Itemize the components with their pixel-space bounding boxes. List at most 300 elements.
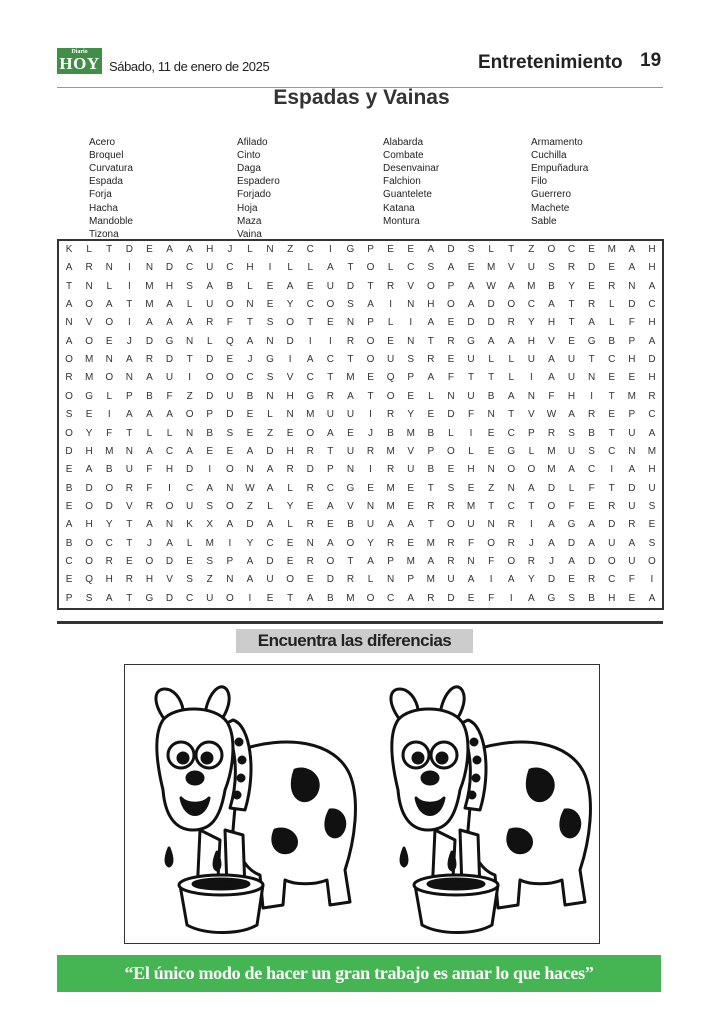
grid-letter: B xyxy=(387,427,394,439)
grid-letter: E xyxy=(246,409,254,421)
grid-letter: J xyxy=(528,537,534,549)
grid-letter: D xyxy=(165,555,174,567)
grid-letter: A xyxy=(407,519,415,531)
grid-letter: T xyxy=(588,354,595,366)
wordsearch-grid xyxy=(57,239,664,610)
grid-letter: A xyxy=(548,299,555,311)
grid-letter: M xyxy=(386,445,395,457)
grid-letter: R xyxy=(326,390,334,402)
grid-letter: A xyxy=(65,299,73,311)
grid-letter: I xyxy=(650,574,654,586)
grid-letter: E xyxy=(85,409,93,421)
grid-letter: D xyxy=(165,262,174,274)
grid-letter: M xyxy=(607,244,616,255)
grid-letter: E xyxy=(65,464,73,476)
grid-letter: D xyxy=(145,335,154,347)
grid-letter: Y xyxy=(568,280,575,292)
grid-letter: E xyxy=(447,464,455,476)
grid-letter: L xyxy=(448,427,454,439)
grid-letter: C xyxy=(226,262,234,274)
grid-letter: I xyxy=(127,317,131,329)
grid-letter: A xyxy=(507,335,515,347)
grid-letter: B xyxy=(347,519,354,531)
grid-letter: D xyxy=(608,519,616,531)
grid-letter: N xyxy=(588,372,596,384)
grid-letter: R xyxy=(507,537,515,549)
grid-letter: O xyxy=(85,299,94,311)
grid-letter: E xyxy=(266,592,274,604)
grid-letter: I xyxy=(248,592,252,604)
grid-letter: U xyxy=(407,464,415,476)
grid-letter: E xyxy=(65,500,73,512)
grid-letter: Z xyxy=(528,244,535,255)
grid-letter: B xyxy=(548,280,555,292)
grid-letter: E xyxy=(467,482,475,494)
word-list-item: Filo xyxy=(531,176,548,188)
grid-letter: T xyxy=(528,500,535,512)
grid-letter: Y xyxy=(528,574,535,586)
grid-letter: T xyxy=(488,372,495,384)
grid-letter: T xyxy=(568,299,575,311)
grid-letter: C xyxy=(105,537,113,549)
grid-letter: T xyxy=(126,299,133,311)
grid-letter: O xyxy=(527,464,536,476)
grid-letter: M xyxy=(386,500,395,512)
grid-letter: E xyxy=(387,244,394,255)
grid-letter: L xyxy=(488,244,494,255)
grid-letter: I xyxy=(308,335,312,347)
grid-letter: C xyxy=(306,244,314,255)
grid-letter: I xyxy=(228,537,232,549)
grid-letter: E xyxy=(186,555,193,567)
grid-letter: N xyxy=(246,299,254,311)
grid-letter: I xyxy=(529,372,533,384)
grid-letter: G xyxy=(346,244,355,255)
grid-letter: R xyxy=(588,409,596,421)
grid-letter: A xyxy=(507,390,515,402)
grid-letter: T xyxy=(246,317,253,329)
grid-letter: V xyxy=(407,280,415,292)
grid-letter: I xyxy=(509,592,513,604)
grid-letter: D xyxy=(346,280,355,292)
grid-letter: G xyxy=(567,519,576,531)
word-list-item: Broquel xyxy=(89,150,124,162)
grid-letter: F xyxy=(568,500,575,512)
grid-letter: Z xyxy=(186,390,193,402)
grid-letter: H xyxy=(648,317,656,329)
grid-letter: O xyxy=(85,555,94,567)
grid-letter: N xyxy=(105,354,113,366)
grid-letter: T xyxy=(427,519,434,531)
grid-letter: D xyxy=(487,299,495,311)
grid-letter: E xyxy=(367,482,374,494)
grid-letter: U xyxy=(628,555,636,567)
grid-letter: R xyxy=(447,335,455,347)
grid-letter: L xyxy=(568,482,575,494)
grid-letter: T xyxy=(327,445,334,457)
grid-letter: Z xyxy=(287,244,294,255)
grid-letter: E xyxy=(65,574,73,586)
grid-letter: O xyxy=(607,555,616,567)
grid-letter: Z xyxy=(266,427,274,439)
grid-letter: B xyxy=(226,280,234,292)
grid-letter: R xyxy=(387,464,395,476)
grid-letter: P xyxy=(387,555,394,567)
grid-letter: S xyxy=(186,574,193,586)
grid-letter: N xyxy=(266,244,274,255)
grid-letter: R xyxy=(306,555,314,567)
grid-letter: I xyxy=(208,464,212,476)
logo-big-text: HOY xyxy=(59,54,100,73)
grid-letter: E xyxy=(367,372,374,384)
grid-letter: U xyxy=(567,354,576,366)
grid-letter: A xyxy=(588,519,595,531)
grid-letter: E xyxy=(608,372,616,384)
grid-letter: U xyxy=(608,537,616,549)
grid-letter: A xyxy=(166,317,173,329)
grid-letter: T xyxy=(307,317,314,329)
grid-letter: A xyxy=(286,280,294,292)
grid-letter: M xyxy=(527,280,536,292)
grid-letter: Z xyxy=(206,574,213,586)
grid-letter: E xyxy=(286,427,294,439)
grid-letter: F xyxy=(146,482,153,494)
grid-letter: C xyxy=(507,500,515,512)
grid-letter: F xyxy=(488,555,495,567)
grid-letter: V xyxy=(126,500,133,512)
grid-letter: D xyxy=(125,244,133,255)
grid-letter: D xyxy=(286,335,294,347)
grid-letter: O xyxy=(346,537,355,549)
grid-letter: T xyxy=(608,390,615,402)
grid-letter: O xyxy=(225,464,234,476)
grid-letter: J xyxy=(126,335,132,347)
grid-letter: O xyxy=(648,555,656,567)
grid-letter: N xyxy=(487,464,495,476)
word-list-item: Machete xyxy=(531,202,570,214)
grid-letter: A xyxy=(528,482,535,494)
grid-letter: V xyxy=(507,262,515,274)
grid-letter: I xyxy=(529,519,533,531)
grid-letter: O xyxy=(366,354,375,366)
grid-letter: U xyxy=(648,482,656,494)
grid-letter: H xyxy=(286,390,294,402)
grid-letter: J xyxy=(146,537,152,549)
grid-letter: C xyxy=(648,409,656,421)
grid-letter: Z xyxy=(488,482,495,494)
grid-letter: O xyxy=(447,445,455,457)
grid-letter: H xyxy=(628,354,636,366)
grid-letter: N xyxy=(85,280,93,292)
grid-letter: C xyxy=(608,574,616,586)
grid-letter: E xyxy=(487,427,495,439)
grid-letter: A xyxy=(126,354,133,366)
grid-letter: I xyxy=(268,262,272,274)
grid-letter: O xyxy=(547,244,556,255)
grid-letter: D xyxy=(628,299,636,311)
grid-letter: R xyxy=(286,464,294,476)
grid-letter: T xyxy=(508,244,515,255)
grid-letter: E xyxy=(628,372,636,384)
grid-letter: B xyxy=(588,427,595,439)
grid-letter: S xyxy=(347,299,354,311)
grid-letter: H xyxy=(85,445,93,457)
grid-letter: D xyxy=(266,555,274,567)
grid-letter: E xyxy=(246,427,254,439)
grid-letter: D xyxy=(65,445,73,457)
grid-letter: M xyxy=(647,445,657,457)
grid-letter: E xyxy=(608,262,616,274)
grid-letter: I xyxy=(328,335,332,347)
grid-letter: B xyxy=(146,390,153,402)
grid-letter: L xyxy=(206,335,213,347)
grid-letter: A xyxy=(146,409,153,421)
word-list-item: Vaina xyxy=(237,228,262,240)
grid-letter: L xyxy=(106,390,113,402)
grid-letter: Z xyxy=(246,500,253,512)
grid-letter: R xyxy=(306,519,314,531)
grid-letter: M xyxy=(145,280,154,292)
grid-letter: N xyxy=(407,335,415,347)
grid-letter: O xyxy=(286,574,295,586)
word-list-item: Guerrero xyxy=(531,189,572,201)
grid-letter: L xyxy=(307,262,314,274)
grid-letter: L xyxy=(387,262,394,274)
grid-letter: E xyxy=(327,317,334,329)
grid-letter: E xyxy=(568,574,575,586)
word-list-item: Espada xyxy=(89,176,123,188)
grid-letter: I xyxy=(288,354,292,366)
grid-letter: M xyxy=(426,537,436,549)
grid-letter: A xyxy=(528,592,535,604)
grid-letter: H xyxy=(206,244,214,255)
grid-letter: R xyxy=(65,372,73,384)
word-list-item: Guantelete xyxy=(383,189,432,201)
grid-letter: R xyxy=(608,280,616,292)
grid-letter: H xyxy=(286,445,294,457)
grid-letter: B xyxy=(427,427,435,439)
grid-letter: B xyxy=(608,335,616,347)
grid-letter: M xyxy=(406,427,415,439)
word-list-item: Falchion xyxy=(383,176,421,188)
grid-letter: D xyxy=(105,500,113,512)
grid-letter: A xyxy=(467,280,475,292)
grid-letter: U xyxy=(186,500,194,512)
grid-letter: S xyxy=(206,555,214,567)
grid-letter: O xyxy=(65,390,73,402)
grid-letter: R xyxy=(447,555,455,567)
grid-letter: T xyxy=(427,482,434,494)
grid-letter: A xyxy=(648,427,656,439)
grid-letter: U xyxy=(326,280,334,292)
grid-letter: N xyxy=(186,427,194,439)
grid-letter: F xyxy=(628,317,635,329)
grid-letter: C xyxy=(648,299,656,311)
grid-letter: E xyxy=(588,500,595,512)
grid-letter: N xyxy=(447,390,455,402)
grid-letter: Y xyxy=(367,537,374,549)
grid-letter: H xyxy=(648,262,656,274)
grid-letter: A xyxy=(568,555,575,567)
grid-letter: U xyxy=(206,299,214,311)
grid-letter: E xyxy=(447,317,455,329)
grid-letter: V xyxy=(286,372,294,384)
grid-letter: B xyxy=(487,390,495,402)
grid-letter: X xyxy=(206,519,214,531)
grid-letter: O xyxy=(507,299,516,311)
grid-letter: G xyxy=(85,390,94,402)
grid-letter: Y xyxy=(407,409,415,421)
grid-letter: O xyxy=(85,500,94,512)
grid-letter: L xyxy=(186,299,193,311)
grid-letter: P xyxy=(628,409,636,421)
grid-letter: D xyxy=(85,482,93,494)
word-list-item: Hacha xyxy=(89,202,118,214)
grid-letter: L xyxy=(106,280,113,292)
grid-letter: W xyxy=(546,409,557,421)
grid-letter: P xyxy=(226,555,234,567)
grid-letter: P xyxy=(447,280,455,292)
grid-letter: N xyxy=(628,280,636,292)
grid-letter: B xyxy=(246,390,254,402)
grid-letter: A xyxy=(266,464,274,476)
grid-letter: L xyxy=(146,427,153,439)
grid-letter: N xyxy=(226,482,234,494)
grid-letter: H xyxy=(165,464,174,476)
grid-letter: R xyxy=(306,482,314,494)
grid-letter: I xyxy=(127,262,131,274)
grid-letter: H xyxy=(427,299,435,311)
grid-letter: O xyxy=(426,280,435,292)
grid-letter: I xyxy=(409,317,413,329)
grid-letter: O xyxy=(185,409,194,421)
grid-letter: F xyxy=(628,574,635,586)
grid-letter: L xyxy=(508,372,515,384)
section-divider xyxy=(57,621,663,624)
grid-letter: R xyxy=(427,354,435,366)
grid-letter: C xyxy=(186,482,194,494)
grid-letter: O xyxy=(105,372,114,384)
grid-letter: U xyxy=(567,445,576,457)
grid-letter: A xyxy=(186,244,193,255)
grid-letter: A xyxy=(507,574,515,586)
grid-letter: O xyxy=(85,537,94,549)
grid-letter: A xyxy=(588,537,595,549)
grid-letter: R xyxy=(145,354,154,366)
grid-letter: O xyxy=(205,372,214,384)
grid-letter: C xyxy=(326,354,334,366)
grid-letter: E xyxy=(266,280,274,292)
grid-letter: A xyxy=(146,317,153,329)
grid-letter: T xyxy=(367,390,374,402)
grid-letter: B xyxy=(427,464,435,476)
grid-letter: A xyxy=(507,280,515,292)
grid-letter: C xyxy=(246,372,254,384)
grid-letter: G xyxy=(507,445,516,457)
grid-letter: G xyxy=(587,335,596,347)
grid-letter: M xyxy=(105,445,114,457)
grid-letter: A xyxy=(146,519,153,531)
differences-title: Encuentra las diferencias xyxy=(236,629,473,653)
word-list-item: Montura xyxy=(383,215,420,227)
grid-letter: T xyxy=(508,409,515,421)
grid-letter: R xyxy=(547,427,556,439)
grid-letter: A xyxy=(628,262,636,274)
grid-letter: R xyxy=(427,592,435,604)
grid-letter: E xyxy=(387,335,394,347)
grid-letter: A xyxy=(568,409,575,421)
grid-letter: J xyxy=(548,555,554,567)
grid-letter: E xyxy=(306,280,314,292)
grid-letter: C xyxy=(326,482,334,494)
grid-letter: S xyxy=(407,354,415,366)
grid-letter: A xyxy=(206,482,214,494)
grid-letter: O xyxy=(65,354,73,366)
grid-letter: C xyxy=(186,262,194,274)
word-list-item: Forja xyxy=(89,189,112,201)
grid-letter: S xyxy=(266,317,274,329)
grid-letter: N xyxy=(487,409,495,421)
grid-letter: A xyxy=(105,592,113,604)
grid-letter: H xyxy=(145,574,154,586)
grid-letter: C xyxy=(527,299,535,311)
grid-letter: S xyxy=(206,500,214,512)
grid-letter: T xyxy=(65,280,73,292)
grid-letter: L xyxy=(247,280,253,292)
grid-letter: D xyxy=(266,445,274,457)
grid-letter: F xyxy=(447,372,454,384)
grid-letter: O xyxy=(165,500,174,512)
grid-letter: T xyxy=(568,317,575,329)
grid-letter: E xyxy=(648,519,656,531)
grid-letter: C xyxy=(165,445,174,457)
grid-letter: A xyxy=(427,372,435,384)
word-list-item: Daga xyxy=(237,163,261,175)
grid-letter: U xyxy=(447,574,455,586)
grid-letter: E xyxy=(467,262,475,274)
grid-letter: O xyxy=(145,555,154,567)
grid-letter: U xyxy=(226,390,234,402)
grid-letter: S xyxy=(85,592,93,604)
grid-letter: M xyxy=(547,464,556,476)
grid-letter: H xyxy=(246,262,254,274)
grid-letter: C xyxy=(266,537,274,549)
grid-letter: T xyxy=(608,427,615,439)
grid-letter: C xyxy=(608,354,616,366)
grid-letter: R xyxy=(427,500,435,512)
grid-letter: F xyxy=(488,592,495,604)
grid-letter: D xyxy=(487,317,495,329)
grid-letter: V xyxy=(528,409,535,421)
grid-letter: B xyxy=(588,592,595,604)
grid-letter: W xyxy=(486,280,496,292)
grid-letter: I xyxy=(469,427,473,439)
grid-letter: G xyxy=(346,482,355,494)
grid-letter: A xyxy=(166,244,173,255)
grid-letter: F xyxy=(467,409,475,421)
grid-letter: R xyxy=(105,555,113,567)
grid-letter: S xyxy=(648,500,656,512)
grid-letter: A xyxy=(568,464,575,476)
grid-letter: D xyxy=(648,354,656,366)
grid-letter: A xyxy=(266,519,274,531)
grid-letter: Q xyxy=(85,574,94,586)
spot-the-difference-picture xyxy=(124,664,600,944)
grid-letter: P xyxy=(367,244,374,255)
grid-letter: P xyxy=(427,445,435,457)
grid-letter: R xyxy=(125,574,133,586)
grid-letter: P xyxy=(65,592,73,604)
